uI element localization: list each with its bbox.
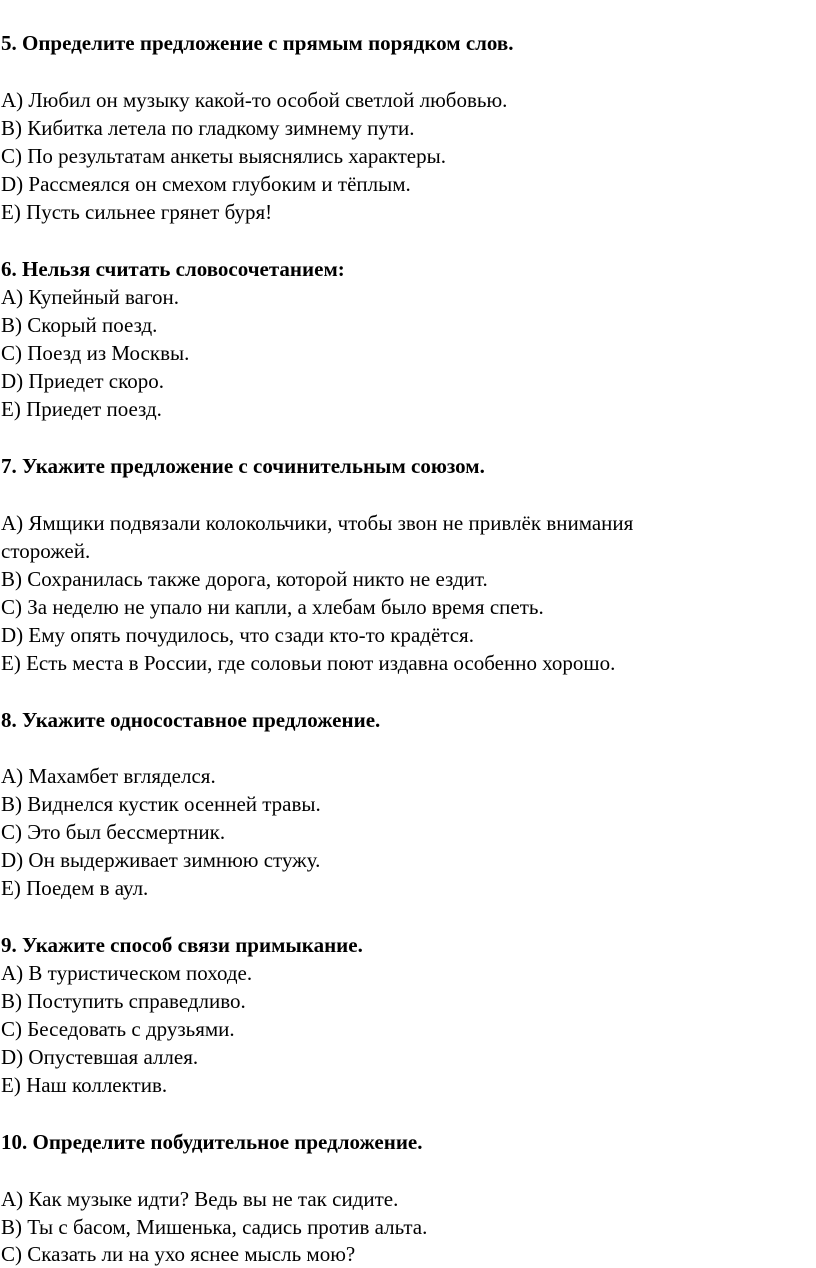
question-9-option-c: C) Беседовать с друзьями. (1, 1017, 235, 1041)
question-5-option-c: C) По результатам анкеты выяснялись характеры. (1, 144, 446, 168)
question-7-option-a: A) Ямщики подвязали колокольчики, чтобы звон не привлёк внимания (1, 511, 634, 535)
question-9-option-e: E) Наш коллектив. (1, 1073, 168, 1097)
question-9-title: 9. Укажите способ связи примыкание. (1, 933, 363, 957)
question-7-title: 7. Укажите предложение с сочинительным союзом. (1, 454, 485, 478)
question-5-title: 5. Определите предложение с прямым порядком слов. (1, 31, 514, 55)
question-6-option-e: E) Приедет поезд. (1, 397, 162, 421)
question-8-title: 8. Укажите односоставное предложение. (1, 708, 381, 732)
question-8-option-c: C) Это был бессмертник. (1, 820, 226, 844)
question-5-option-b: B) Кибитка летела по гладкому зимнему пути. (1, 116, 415, 140)
question-8-option-b: B) Виднелся кустик осенней травы. (1, 792, 321, 816)
question-8-option-a: A) Махамбет вгляделся. (1, 764, 216, 788)
question-7-option-a-continued: сторожей. (1, 539, 91, 563)
question-6-option-a: A) Купейный вагон. (1, 285, 180, 309)
question-7-option-b: B) Сохранилась также дорога, которой никто не ездит. (1, 567, 488, 591)
question-10-option-a: A) Как музыке идти? Ведь вы не так сидите. (1, 1187, 399, 1211)
question-9-option-b: B) Поступить справедливо. (1, 989, 246, 1013)
question-6-option-c: C) Поезд из Москвы. (1, 341, 190, 365)
question-9-option-a: A) В туристическом походе. (1, 961, 253, 985)
question-5-option-a: A) Любил он музыку какой-то особой светлой любовью. (1, 88, 508, 112)
question-6-option-d: D) Приедет скоро. (1, 369, 164, 393)
question-10-title: 10. Определите побудительное предложение. (1, 1130, 423, 1154)
question-5-option-e: E) Пусть сильнее грянет буря! (1, 200, 273, 224)
question-6-title: 6. Нельзя считать словосочетанием: (1, 257, 345, 281)
question-7-option-d: D) Ему опять почудилось, что сзади кто-то крадётся. (1, 623, 474, 647)
question-7-option-e: E) Есть места в России, где соловьи поют издавна особенно хорошо. (1, 651, 616, 675)
question-8-option-d: D) Он выдерживает зимнюю стужу. (1, 848, 321, 872)
question-6-option-b: B) Скорый поезд. (1, 313, 158, 337)
question-8-option-e: E) Поедем в аул. (1, 876, 149, 900)
question-5-option-d: D) Рассмеялся он смехом глубоким и тёплым. (1, 172, 411, 196)
question-10-option-b: B) Ты с басом, Мишенька, садись против альта. (1, 1215, 428, 1239)
question-7-option-c: C) За неделю не упало ни капли, а хлебам было время спеть. (1, 595, 544, 619)
question-10-option-c: C) Сказать ли на ухо яснее мысль мою? (1, 1242, 356, 1266)
question-9-option-d: D) Опустевшая аллея. (1, 1045, 199, 1069)
